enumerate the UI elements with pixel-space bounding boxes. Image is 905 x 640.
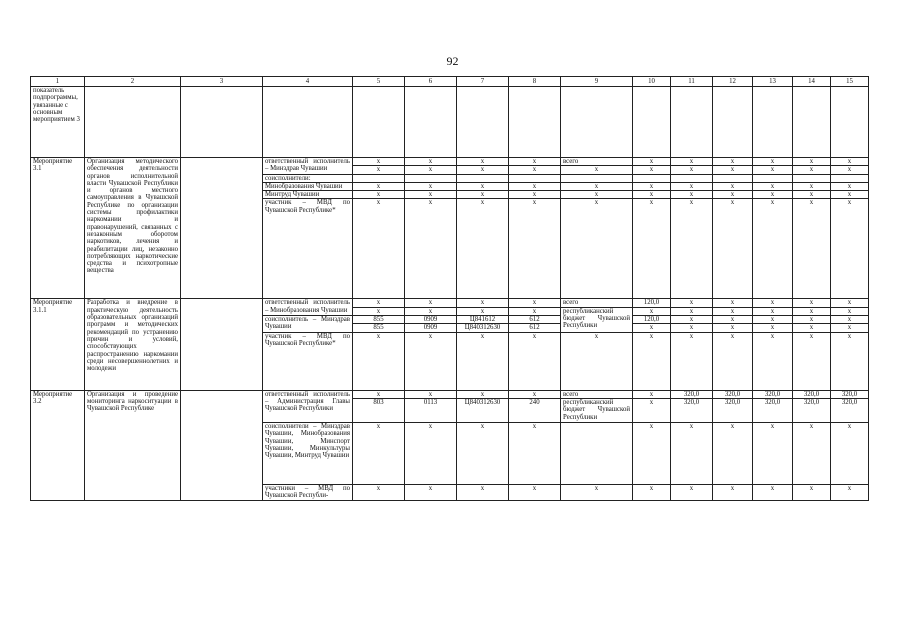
cell: x <box>457 158 509 166</box>
cell: x <box>713 422 753 484</box>
column-number: 2 <box>85 77 181 87</box>
cell: 320,0 <box>793 398 831 422</box>
event-name: Разработка и внедрение в практическую деятельность образовательных организаций программ и методических рекомендаций по устранению причин и условий, способствующих распространению наркомании среди несовершеннолетних и молодежи <box>85 299 181 390</box>
cell: x <box>633 307 671 315</box>
cell: x <box>671 199 713 299</box>
participant: соисполнители: <box>263 174 353 182</box>
cell: x <box>831 199 869 299</box>
cell: 320,0 <box>831 398 869 422</box>
cell: x <box>405 182 457 190</box>
cell: республиканский бюджет Чувашской Республики <box>561 398 633 422</box>
cell: x <box>353 182 405 190</box>
cell: x <box>509 390 561 398</box>
cell: 0113 <box>405 398 457 422</box>
cell: x <box>633 390 671 398</box>
table-row <box>31 158 869 166</box>
participant: участник – МВД по Чувашской Республике* <box>263 199 353 299</box>
participant: ответственный исполнитель – Минобразования Чувашии <box>263 299 353 316</box>
cell: 803 <box>353 398 405 422</box>
column-number: 6 <box>405 77 457 87</box>
participant: ответственный исполнитель – Администрация Главы Чувашской Республики <box>263 390 353 422</box>
cell: x <box>405 166 457 174</box>
cell: x <box>793 166 831 174</box>
column-number: 7 <box>457 77 509 87</box>
participant: ответственный исполнитель – Минздрав Чувашии <box>263 158 353 175</box>
cell: x <box>457 332 509 390</box>
cell: x <box>509 182 561 190</box>
cell: x <box>753 191 793 199</box>
column-number: 15 <box>831 77 869 87</box>
participant: соисполнитель – Минздрав Чувашии <box>263 316 353 333</box>
cell: 855 <box>353 324 405 332</box>
cell: x <box>509 422 561 484</box>
cell: x <box>633 332 671 390</box>
cell: 320,0 <box>793 390 831 398</box>
participant: Минтруд Чувашии <box>263 191 353 199</box>
event-name: Организация методического обеспечения деятельности органов исполнительной власти Чувашской Республики и органов местного самоуправления в Чувашской Республике по организации системы профилактики наркомании и правонарушений, связанных с незаконным оборотом наркотиков, лечения и реабилитации лиц, незаконно потребляющих наркотические средства и психотропные вещества <box>85 158 181 299</box>
cell: x <box>671 332 713 390</box>
cell: x <box>831 166 869 174</box>
cell: x <box>353 191 405 199</box>
column-number: 5 <box>353 77 405 87</box>
cell: x <box>353 158 405 166</box>
cell: x <box>713 332 753 390</box>
column-number: 10 <box>633 77 671 87</box>
column-number: 9 <box>561 77 633 87</box>
cell: x <box>561 484 633 500</box>
event-code: Мероприятие 3.2 <box>31 390 85 500</box>
cell: x <box>405 422 457 484</box>
page-number: 92 <box>446 54 459 68</box>
event-code: Мероприятие 3.1.1 <box>31 299 85 390</box>
indicator-label: показатель подпрограммы, увязанные с основным мероприятием 3 <box>31 87 85 158</box>
cell: 240 <box>509 398 561 422</box>
cell: 320,0 <box>753 398 793 422</box>
cell: x <box>405 158 457 166</box>
cell: x <box>671 484 713 500</box>
cell: x <box>633 191 671 199</box>
cell: x <box>633 484 671 500</box>
cell: x <box>405 332 457 390</box>
cell: x <box>753 422 793 484</box>
cell: x <box>405 199 457 299</box>
cell: 320,0 <box>671 398 713 422</box>
cell: x <box>671 324 713 332</box>
event-name: Организация и проведение мониторинга наркоситуации в Чувашской Республике <box>85 390 181 500</box>
cell: x <box>509 191 561 199</box>
cell: x <box>353 422 405 484</box>
cell: x <box>353 307 405 315</box>
cell: x <box>457 299 509 307</box>
cell: всего <box>561 299 633 307</box>
column-number: 11 <box>671 77 713 87</box>
cell: 320,0 <box>713 398 753 422</box>
cell: x <box>633 422 671 484</box>
cell: x <box>831 316 869 324</box>
cell: x <box>753 316 793 324</box>
cell: x <box>713 191 753 199</box>
cell: Ц840312630 <box>457 324 509 332</box>
cell: x <box>753 166 793 174</box>
cell: x <box>405 191 457 199</box>
cell: x <box>671 422 713 484</box>
cell: x <box>353 332 405 390</box>
participant: участники – МВД по Чувашской Республи- <box>263 484 353 500</box>
cell: x <box>713 324 753 332</box>
cell: x <box>793 191 831 199</box>
cell: x <box>509 332 561 390</box>
cell: x <box>793 422 831 484</box>
cell: 320,0 <box>713 390 753 398</box>
cell: x <box>671 182 713 190</box>
cell: x <box>509 158 561 166</box>
cell: x <box>633 182 671 190</box>
cell: x <box>671 307 713 315</box>
cell: x <box>831 484 869 500</box>
cell: 0909 <box>405 316 457 324</box>
cell: x <box>793 158 831 166</box>
cell: 120,0 <box>633 299 671 307</box>
cell: x <box>713 166 753 174</box>
cell: x <box>671 191 713 199</box>
cell: x <box>405 484 457 500</box>
cell: x <box>831 158 869 166</box>
cell: x <box>753 332 793 390</box>
cell: x <box>831 422 869 484</box>
cell: x <box>753 299 793 307</box>
cell: x <box>713 199 753 299</box>
cell: x <box>457 307 509 315</box>
cell: 612 <box>509 324 561 332</box>
cell: x <box>509 299 561 307</box>
cell: 0909 <box>405 324 457 332</box>
cell: x <box>753 182 793 190</box>
cell: x <box>831 191 869 199</box>
cell: x <box>633 398 671 422</box>
cell: x <box>713 299 753 307</box>
cell: x <box>405 390 457 398</box>
cell: x <box>405 299 457 307</box>
cell: x <box>793 199 831 299</box>
table-row <box>31 390 869 398</box>
column-number: 8 <box>509 77 561 87</box>
cell: 612 <box>509 316 561 324</box>
cell: x <box>671 299 713 307</box>
cell: x <box>561 182 633 190</box>
cell: x <box>793 332 831 390</box>
cell: x <box>793 182 831 190</box>
cell: 320,0 <box>753 390 793 398</box>
cell: x <box>713 307 753 315</box>
cell: x <box>753 324 793 332</box>
cell: 120,0 <box>633 316 671 324</box>
participant: Минобразования Чувашии <box>263 182 353 190</box>
cell: x <box>405 307 457 315</box>
cell: x <box>457 422 509 484</box>
cell: x <box>713 182 753 190</box>
cell: x <box>561 166 633 174</box>
cell: x <box>633 324 671 332</box>
cell: x <box>353 299 405 307</box>
participant: соисполнители – Минздрав Чувашии, Минобразования Чувашии, Минспорт Чувашии, Минкультуры Чувашии, Минтруд Чувашии <box>263 422 353 484</box>
cell: x <box>509 307 561 315</box>
cell: x <box>457 199 509 299</box>
cell: x <box>633 166 671 174</box>
cell: x <box>561 332 633 390</box>
cell: x <box>831 324 869 332</box>
table-row <box>31 299 869 307</box>
column-number: 12 <box>713 77 753 87</box>
cell: x <box>509 166 561 174</box>
cell: x <box>561 199 633 299</box>
cell: всего <box>561 390 633 398</box>
cell: x <box>713 316 753 324</box>
cell: x <box>509 199 561 299</box>
cell: всего <box>561 158 633 166</box>
cell: 320,0 <box>831 390 869 398</box>
cell: x <box>713 158 753 166</box>
cell: x <box>633 199 671 299</box>
cell: x <box>793 307 831 315</box>
cell: x <box>831 299 869 307</box>
budget-table <box>30 76 869 501</box>
column-number: 1 <box>31 77 85 87</box>
cell: 855 <box>353 316 405 324</box>
column-number-row <box>31 77 869 87</box>
event-code: Мероприятие 3.1 <box>31 158 85 299</box>
cell: республиканский бюджет Чувашской Республики <box>561 307 633 332</box>
cell: x <box>831 182 869 190</box>
cell: x <box>831 307 869 315</box>
cell: x <box>457 182 509 190</box>
cell: x <box>753 307 793 315</box>
cell: x <box>353 166 405 174</box>
cell: x <box>457 166 509 174</box>
cell: 320,0 <box>671 390 713 398</box>
cell: x <box>353 484 405 500</box>
cell: x <box>793 316 831 324</box>
cell: x <box>753 158 793 166</box>
participant: участник – МВД по Чувашской Республике* <box>263 332 353 390</box>
cell: Ц841612 <box>457 316 509 324</box>
cell: x <box>753 199 793 299</box>
cell: x <box>831 332 869 390</box>
cell: x <box>793 299 831 307</box>
cell: x <box>671 316 713 324</box>
cell: x <box>509 484 561 500</box>
cell: x <box>713 484 753 500</box>
cell: x <box>671 158 713 166</box>
cell: x <box>457 390 509 398</box>
cell: x <box>353 199 405 299</box>
cell: x <box>353 390 405 398</box>
cell: x <box>457 484 509 500</box>
cell: x <box>671 166 713 174</box>
table-row <box>31 87 869 158</box>
cell: x <box>561 191 633 199</box>
cell: x <box>457 191 509 199</box>
cell: x <box>633 158 671 166</box>
column-number: 4 <box>263 77 353 87</box>
column-number: 3 <box>181 77 263 87</box>
column-number: 13 <box>753 77 793 87</box>
cell: Ц840312630 <box>457 398 509 422</box>
cell: x <box>793 484 831 500</box>
cell: x <box>753 484 793 500</box>
column-number: 14 <box>793 77 831 87</box>
cell: x <box>793 324 831 332</box>
